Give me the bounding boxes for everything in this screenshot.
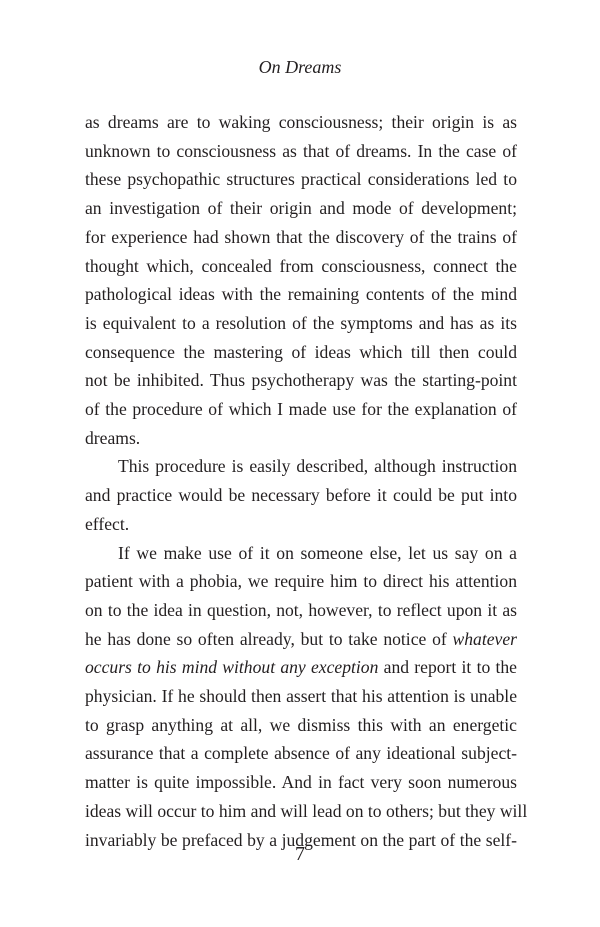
text-line: unknown to consciousness as that of dreams. In the case of bbox=[85, 140, 517, 161]
text-segment: and report it to the bbox=[383, 657, 517, 678]
paragraph-2 bbox=[85, 452, 517, 538]
text-line: is equivalent to a resolution of the symptoms and has as its bbox=[85, 312, 517, 333]
text-line: and practice would be necessary before it could be put into bbox=[85, 485, 517, 506]
page-number: 7 bbox=[295, 843, 305, 865]
emphasis-text: whatever bbox=[452, 628, 517, 649]
text-line: an investigation of their origin and mode of development; bbox=[85, 198, 517, 219]
text-line: to grasp anything at all, we dismiss this with an energetic bbox=[85, 714, 517, 735]
text-line: dreams. bbox=[85, 427, 141, 448]
paragraph-1 bbox=[85, 108, 517, 452]
text-line-with-emphasis bbox=[85, 653, 517, 682]
text-line: ideas will occur to him and will lead on to others; but they will bbox=[85, 800, 528, 821]
text-line: If we make use of it on someone else, let us say on a bbox=[118, 542, 517, 563]
text-line: not be inhibited. Thus psychotherapy was the starting-point bbox=[85, 370, 517, 391]
text-line: matter is quite impossible. And in fact very soon numerous bbox=[85, 772, 517, 793]
paragraph-3 bbox=[85, 539, 528, 855]
text-line-with-emphasis bbox=[85, 625, 517, 654]
running-head: On Dreams bbox=[258, 57, 342, 77]
text-line: on to the idea in question, not, however, to reflect upon it as bbox=[85, 599, 517, 620]
text-line: as dreams are to waking consciousness; their origin is as bbox=[85, 112, 517, 132]
text-line: effect. bbox=[85, 513, 130, 534]
text-line: thought which, concealed from consciousness, connect the bbox=[85, 255, 517, 276]
text-line: physician. If he should then assert that his attention is unable bbox=[85, 686, 517, 707]
text-line: these psychopathic structures practical considerations led to bbox=[85, 169, 517, 190]
text-line: assurance that a complete absence of any ideational subject- bbox=[85, 743, 517, 764]
emphasis-text: occurs to his mind without any exception bbox=[85, 657, 379, 678]
text-line: consequence the mastering of ideas which till then could bbox=[85, 341, 517, 362]
text-segment: he has done so often already, but to take notice of bbox=[85, 628, 447, 649]
text-line: invariably be prefaced by a judgement on the part of the self- bbox=[85, 829, 517, 850]
text-line: pathological ideas with the remaining contents of the mind bbox=[85, 284, 517, 305]
text-line: for experience had shown that the discovery of the trains of bbox=[85, 226, 517, 247]
text-line: of the procedure of which I made use for the explanation of bbox=[85, 399, 517, 420]
text-line: patient with a phobia, we require him to direct his attention bbox=[85, 571, 517, 592]
body-text bbox=[85, 108, 528, 854]
text-line: This procedure is easily described, although instruction bbox=[118, 456, 517, 477]
